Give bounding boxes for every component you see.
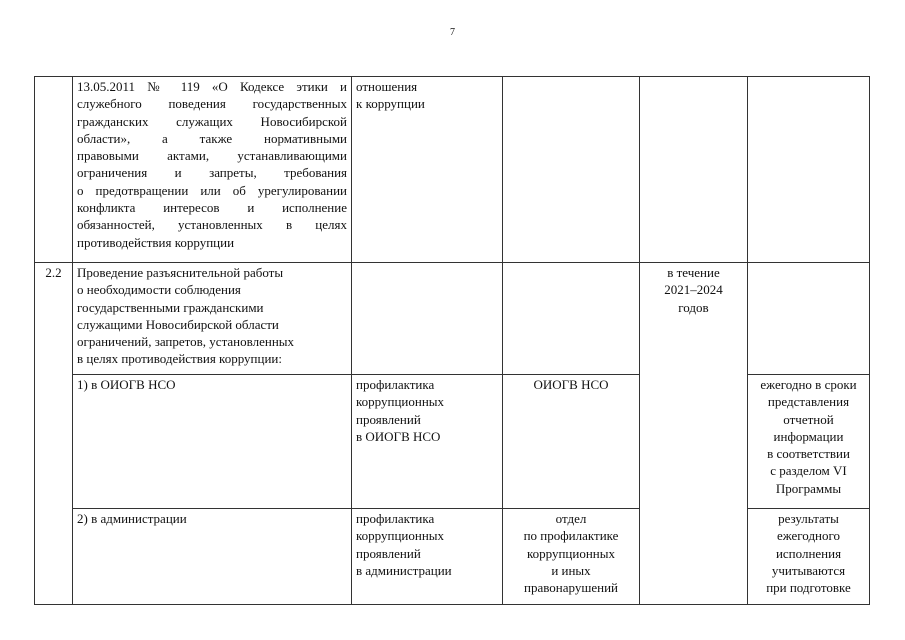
- result-cell: ежегодно в сроки представления отчетной информации в соответствии с разделом VI Программы: [748, 375, 870, 509]
- measure-cell: Проведение разъяснительной работы о необходимости соблюдения государственными гражданскими служащими Новосибирской области ограничений, запретов, установленных в целях противодействия коррупции:: [73, 263, 352, 375]
- executor-cell: отдел по профилактике коррупционных и иных правонарушений: [503, 509, 640, 605]
- row-number-cell: [35, 77, 73, 263]
- table-row-2-2: [35, 263, 870, 375]
- executor-cell: ОИОГВ НСО: [503, 375, 640, 509]
- measure-cell: 2) в администрации: [73, 509, 352, 605]
- measure-cell: 1) в ОИОГВ НСО: [73, 375, 352, 509]
- result-cell: результаты ежегодного исполнения учитываются при подготовке: [748, 509, 870, 605]
- term-cell: в течение 2021–2024 годов: [640, 263, 748, 605]
- result-cell: [748, 77, 870, 263]
- term-cell: [640, 77, 748, 263]
- result-cell: [748, 263, 870, 375]
- measures-table: [34, 76, 870, 605]
- page-number: 7: [450, 27, 455, 38]
- table-row-continuation: [35, 77, 870, 263]
- row-number-cell: 2.2: [35, 263, 73, 605]
- measure-cell: 13.05.2011 № 119 «О Кодексе этики и служебного поведения государственных гражданских служащих Новосибирской области», а также нормативными правовыми актами, устанавливающими ограничения и запреты, требования о предотвращении или об урегулировании конфликта интересов и исполнение обязанностей, установленных в целях противодействия коррупции: [73, 77, 352, 263]
- purpose-cell: отношения к коррупции: [352, 77, 503, 263]
- executor-cell: [503, 263, 640, 375]
- executor-cell: [503, 77, 640, 263]
- purpose-cell: [352, 263, 503, 375]
- purpose-cell: профилактика коррупционных проявлений в ОИОГВ НСО: [352, 375, 503, 509]
- purpose-cell: профилактика коррупционных проявлений в администрации: [352, 509, 503, 605]
